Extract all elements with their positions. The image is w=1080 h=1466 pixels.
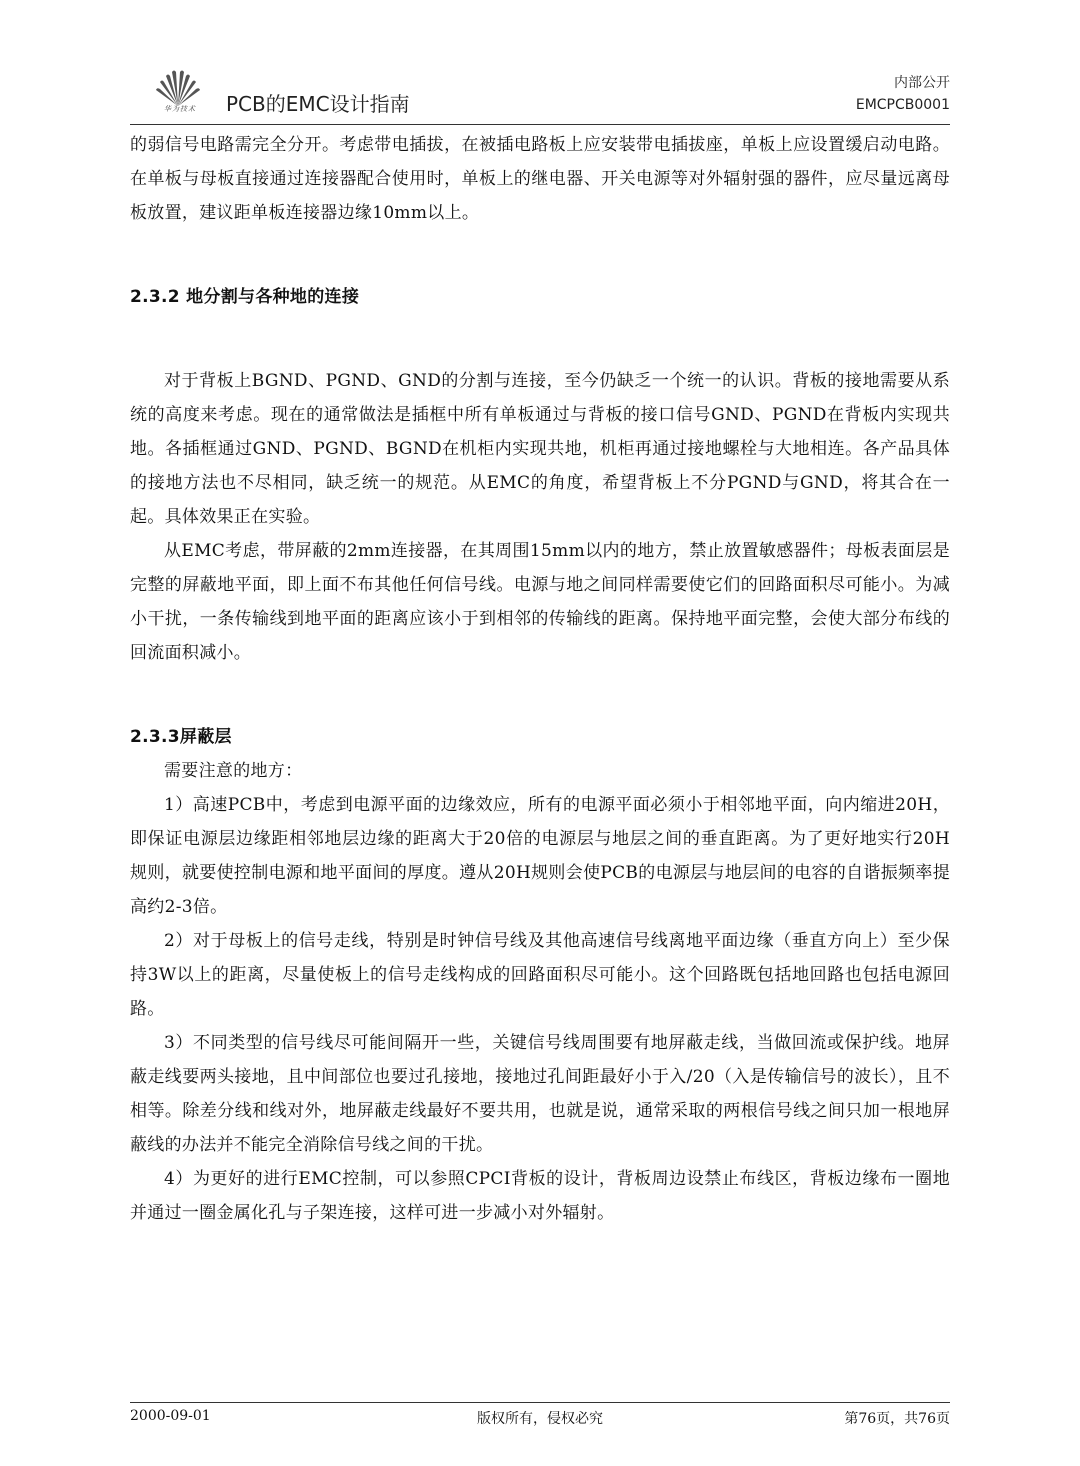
intro-paragraph: 的弱信号电路需完全分开。考虑带电插拔，在被插电路板上应安装带电插拔座，单板上应设置缓启动电路。在单板与母板直接通过连接器配合使用时，单板上的继电器、开关电源等对外辐射强的器件，应尽量远离母板放置，建议距单板连接器边缘10mm以上。: [130, 135, 950, 223]
header-meta: [856, 72, 950, 116]
document-title: PCB的EMC设计指南: [226, 92, 410, 116]
footer-copyright: 版权所有，侵权必究: [477, 1411, 603, 1427]
paragraph-grounding-1: 对于背板上BGND、PGND、GND的分割与连接，至今仍缺乏一个统一的认识。背板的接地需要从系统的高度来考虑。现在的通常做法是插框中所有单板通过与背板的接口信号GND、PGND在背板内实现共地。各插框通过GND、PGND、BGND在机柜内实现共地，机柜再通过接地螺栓与大地相连。各产品具体的接地方法也不尽相同，缺乏统一的规范。从EMC的角度，希望背板上不分PGND与GND，将其合在一起。具体效果正在实验。: [130, 371, 950, 527]
logo-caption: 华为技术: [164, 105, 196, 113]
document-code: EMCPCB0001: [855, 97, 950, 113]
shielding-item-1: 1）高速PCB中，考虑到电源平面的边缘效应，所有的电源平面必须小于相邻地平面，向内缩进20H，即保证电源层边缘距相邻地层边缘的距离大于20倍的电源层与地层之间的垂直距离。为了更好地实行20H规则，就要使控制电源和地平面间的厚度。遵从20H规则会使PCB的电源层与地层间的电容的自谐振频率提高约2-3倍。: [130, 795, 950, 917]
page-body: [130, 128, 950, 1230]
footer-divider: [130, 1402, 950, 1403]
shielding-lead-text: 需要注意的地方：: [164, 761, 303, 781]
header-divider: [130, 124, 950, 125]
shielding-item-3: 3）不同类型的信号线尽可能间隔开一些，关键信号线周围要有地屏蔽走线，当做回流或保护线。地屏蔽走线要两头接地，且中间部位也要过孔接地，接地过孔间距最好小于入/20（入是传输信号的波长），且不相等。除差分线和线对外，地屏蔽走线最好不要共用，也就是说，通常采取的两根信号线之间只加一根地屏蔽线的办法并不能完全消除信号线之间的干扰。: [130, 1033, 950, 1155]
footer-page-number: 第76页，共76页: [844, 1411, 950, 1427]
shielding-item-2: 2）对于母板上的信号走线，特别是时钟信号线及其他高速信号线离地平面边缘（垂直方向上）至少保持3W以上的距离，尽量使板上的信号走线构成的回路面积尽可能小。这个回路既包括地回路也包括电源回路。: [130, 931, 950, 1019]
section-heading-2-3-3: 2.3.3屏蔽层: [130, 727, 232, 747]
page-footer: [130, 1402, 950, 1442]
section-heading-2-3-2: 2.3.2 地分割与各种地的连接: [130, 287, 360, 307]
page-header: [130, 62, 950, 122]
footer-date: 2000-09-01: [130, 1408, 211, 1424]
shielding-item-4: 4）为更好的进行EMC控制，可以参照CPCI背板的设计，背板周边设禁止布线区，背板边缘布一圈地并通过一圈金属化孔与子架连接，这样可进一步减小对外辐射。: [130, 1169, 950, 1223]
paragraph-grounding-2: 从EMC考虑，带屏蔽的2mm连接器，在其周围15mm以内的地方，禁止放置敏感器件；母板表面层是完整的屏蔽地平面，即上面不布其他任何信号线。电源与地之间同样需要使它们的回路面积尽可能小。为减小干扰，一条传输线到地平面的距离应该小于到相邻的传输线的距离。保持地平面完整，会使大部分布线的回流面积减小。: [130, 541, 950, 663]
classification-label: 内部公开: [894, 75, 950, 91]
